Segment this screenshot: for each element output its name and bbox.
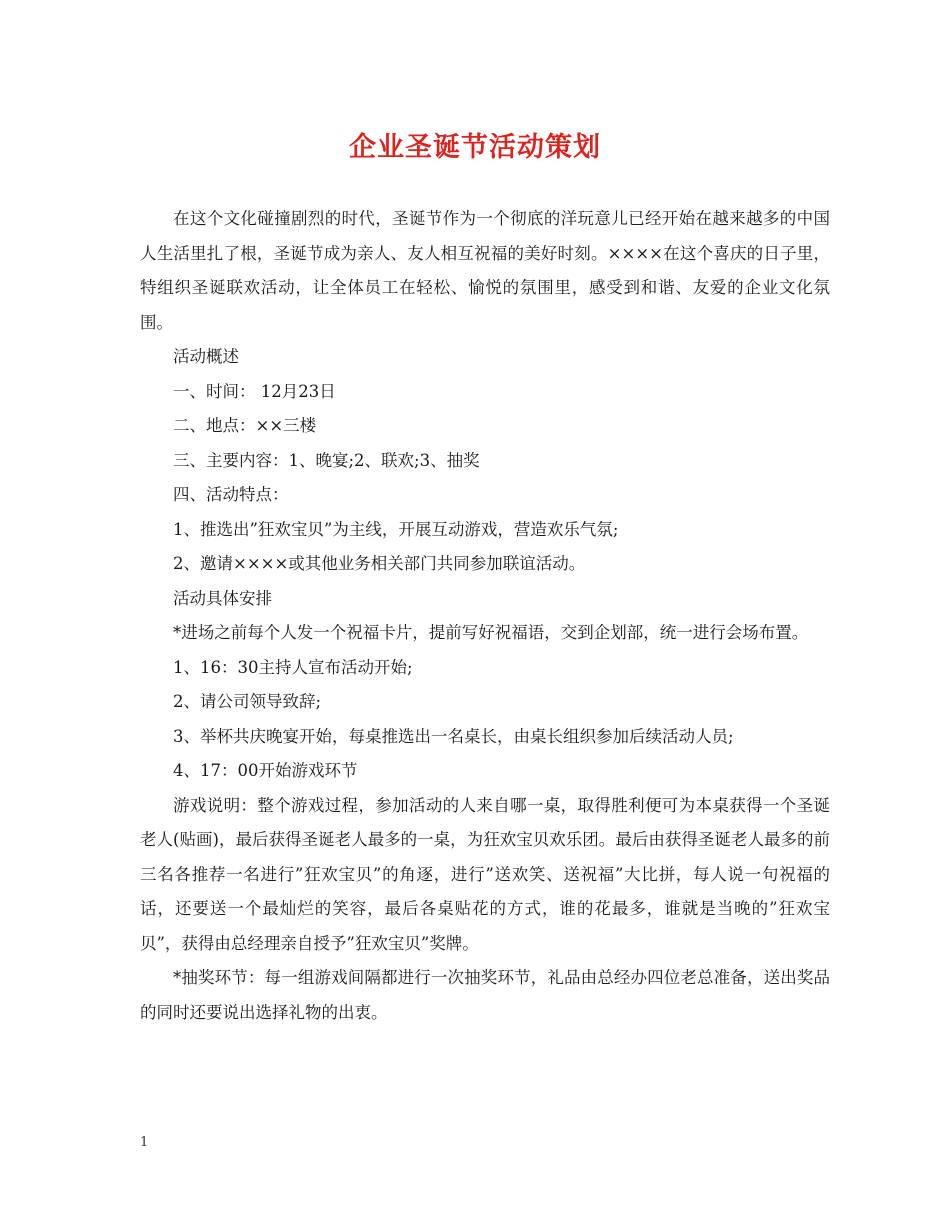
game-description-paragraph: 游戏说明：整个游戏过程，参加活动的人来自哪一桌，取得胜利便可为本桌获得一个圣诞老人(贴画)，最后获得圣诞老人最多的一桌，为狂欢宝贝欢乐团。最后由获得圣诞老人最多的前三名各推荐一名进行”狂欢宝贝”的角逐，进行”送欢笑、送祝福”大比拼，每人说一句祝福的话，还要送一个最灿烂的笑容，最后各桌贴花的方式，谁的花最多，谁就是当晚的”狂欢宝贝”，获得由总经理亲自授予”狂欢宝贝”奖牌。 bbox=[140, 795, 830, 953]
features-heading: 四、活动特点： bbox=[173, 485, 289, 504]
schedule-step: 4、17：00开始游戏环节 bbox=[173, 761, 358, 780]
intro-paragraph: 在这个文化碰撞剧烈的时代，圣诞节作为一个彻底的洋玩意儿已经开始在越来越多的中国人生活里扎了根，圣诞节成为亲人、友人相互祝福的美好时刻。××××在这个喜庆的日子里，特组织圣诞联欢活动，让全体员工在轻松、愉悦的氛围里，感受到和谐、友爱的企业文化氛围。 bbox=[140, 209, 830, 332]
schedule-step: 3、举杯共庆晚宴开始，每桌推选出一名桌长，由桌长组织参加后续活动人员; bbox=[173, 726, 734, 746]
schedule-step: 2、请公司领导致辞; bbox=[173, 692, 322, 711]
overview-heading: 活动概述 bbox=[173, 347, 239, 366]
schedule-step: 1、16：30主持人宣布活动开始; bbox=[173, 657, 413, 677]
page-number: 1 bbox=[140, 1135, 149, 1150]
time-line: 一、时间： 12月23日 bbox=[173, 381, 336, 401]
content-line: 三、主要内容：1、晚宴;2、联欢;3、抽奖 bbox=[173, 450, 480, 470]
document-body bbox=[140, 202, 830, 1030]
lottery-paragraph: *抽奖环节：每一组游戏间隔都进行一次抽奖环节，礼品由总经办四位老总准备，送出奖品的同时还要说出选择礼物的出衷。 bbox=[140, 968, 830, 1022]
feature-item: 1、推选出”狂欢宝贝”为主线，开展互动游戏，营造欢乐气氛; bbox=[173, 519, 619, 539]
pre-entry-paragraph: *进场之前每个人发一个祝福卡片，提前写好祝福语，交到企划部，统一进行会场布置。 bbox=[173, 623, 809, 642]
schedule-heading: 活动具体安排 bbox=[173, 588, 272, 608]
place-line: 二、地点：××三楼 bbox=[173, 416, 317, 435]
document-title: 企业圣诞节活动策划 bbox=[349, 132, 601, 163]
feature-item: 2、邀请××××或其他业务相关部门共同参加联谊活动。 bbox=[173, 554, 586, 573]
